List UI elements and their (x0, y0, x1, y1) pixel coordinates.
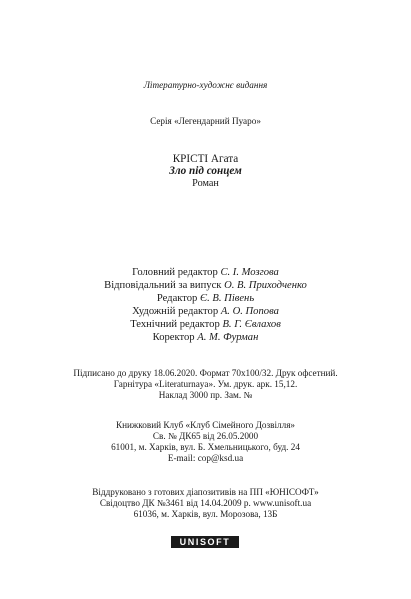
publisher-line: Св. № ДК65 від 26.05.2000 (152, 431, 259, 441)
book-title: Зло під сонцем (169, 165, 242, 177)
credit-line: Головний редактор С. І. Мозгова (132, 267, 279, 278)
credit-line: Технічний редактор В. Г. Євлахов (130, 319, 281, 330)
print-info-line: Наклад 3000 пр. Зам. № (158, 390, 253, 400)
unisoft-logo: UNISOFT (171, 536, 239, 548)
publisher-line: Книжковий Клуб «Клуб Сімейного Дозвілля» (115, 420, 296, 430)
print-info-line: Гарнітура «Literaturnaya». Ум. друк. арк. 15,12. (113, 379, 298, 389)
author-name: КРІСТІ Агата (172, 153, 239, 165)
publisher-email: E-mail: cop@ksd.ua (167, 453, 244, 463)
series-name: Серія «Легендарний Пуаро» (150, 116, 261, 126)
publication-category: Літературно-художнє видання (143, 80, 268, 90)
credit-line: Художній редактор А. О. Попова (132, 306, 279, 317)
printer-line: Свідоцтво ДК №3461 від 14.04.2009 р. www.unisoft.ua (99, 498, 312, 508)
print-info-line: Підписано до друку 18.06.2020. Формат 70x100/32. Друк офсетний. (73, 368, 338, 378)
book-genre: Роман (192, 178, 219, 189)
credit-line: Коректор А. М. Фурман (152, 332, 259, 343)
printer-line: Віддруковано з готових діапозитивів на ПП «ЮНІСОФТ» (92, 487, 319, 497)
printer-line: 61036, м. Харків, вул. Морозова, 13Б (133, 509, 278, 519)
credit-line: Редактор Є. В. Півень (156, 293, 255, 304)
publisher-line: 61001, м. Харків, вул. Б. Хмельницького, буд. 24 (111, 442, 300, 452)
credit-line: Відповідальний за випуск О. В. Приходченко (104, 280, 307, 291)
